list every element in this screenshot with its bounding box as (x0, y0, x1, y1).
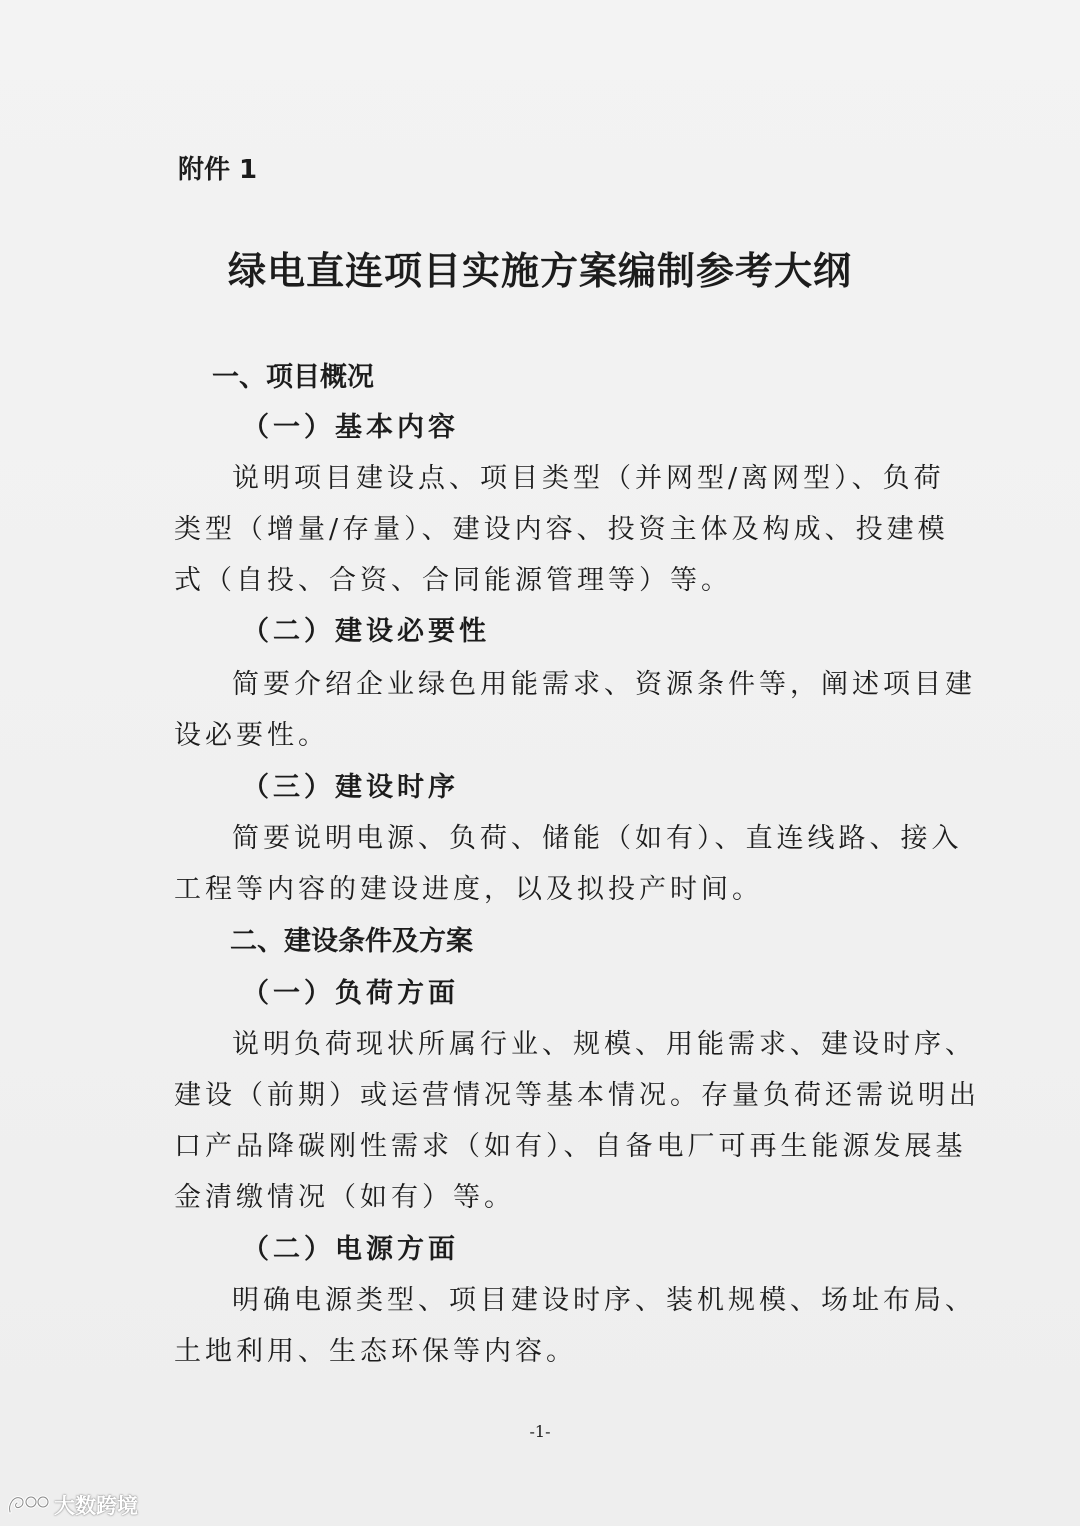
paragraph-line: 类型（增量/存量）、建设内容、投资主体及构成、投建模 (174, 514, 949, 545)
paragraph-line: 简要说明电源、负荷、储能（如有）、直连线路、接入 (232, 823, 963, 854)
brand-logo-icon (6, 1492, 50, 1518)
document-title: 绿电直连项目实施方案编制参考大纲 (227, 248, 852, 293)
section-1-3-heading: （三）建设时序 (242, 772, 459, 803)
section-2-1-heading: （一）负荷方面 (242, 978, 459, 1009)
section-2-heading: 二、建设条件及方案 (230, 926, 473, 957)
section-2-2-heading: （二）电源方面 (242, 1234, 459, 1265)
paragraph-line: 式（自投、合资、合同能源管理等）等。 (174, 565, 732, 596)
paragraph-line: 说明项目建设点、项目类型（并网型/离网型）、负荷 (232, 463, 945, 494)
paragraph-line: 建设（前期）或运营情况等基本情况。存量负荷还需说明出 (174, 1080, 980, 1111)
page-number: -1- (529, 1422, 551, 1441)
paragraph-line: 金清缴情况（如有）等。 (174, 1182, 515, 1213)
paragraph-line: 明确电源类型、项目建设时序、装机规模、场址布局、 (232, 1285, 976, 1316)
paragraph-line: 工程等内容的建设进度，以及拟投产时间。 (174, 874, 763, 905)
section-1-1-heading: （一）基本内容 (242, 412, 459, 443)
paragraph-line: 土地利用、生态环保等内容。 (174, 1336, 577, 1367)
paragraph-line: 设必要性。 (174, 720, 329, 751)
watermark-text: 大数跨境 (54, 1494, 138, 1518)
paragraph-line: 说明负荷现状所属行业、规模、用能需求、建设时序、 (232, 1029, 976, 1060)
attachment-label: 附件 1 (178, 155, 258, 185)
section-1-2-heading: （二）建设必要性 (242, 616, 490, 647)
watermark (6, 1490, 138, 1520)
paragraph-line: 口产品降碳刚性需求（如有）、自备电厂可再生能源发展基 (174, 1131, 967, 1162)
paragraph-line: 简要介绍企业绿色用能需求、资源条件等，阐述项目建 (232, 669, 976, 700)
section-1-heading: 一、项目概况 (212, 362, 374, 393)
